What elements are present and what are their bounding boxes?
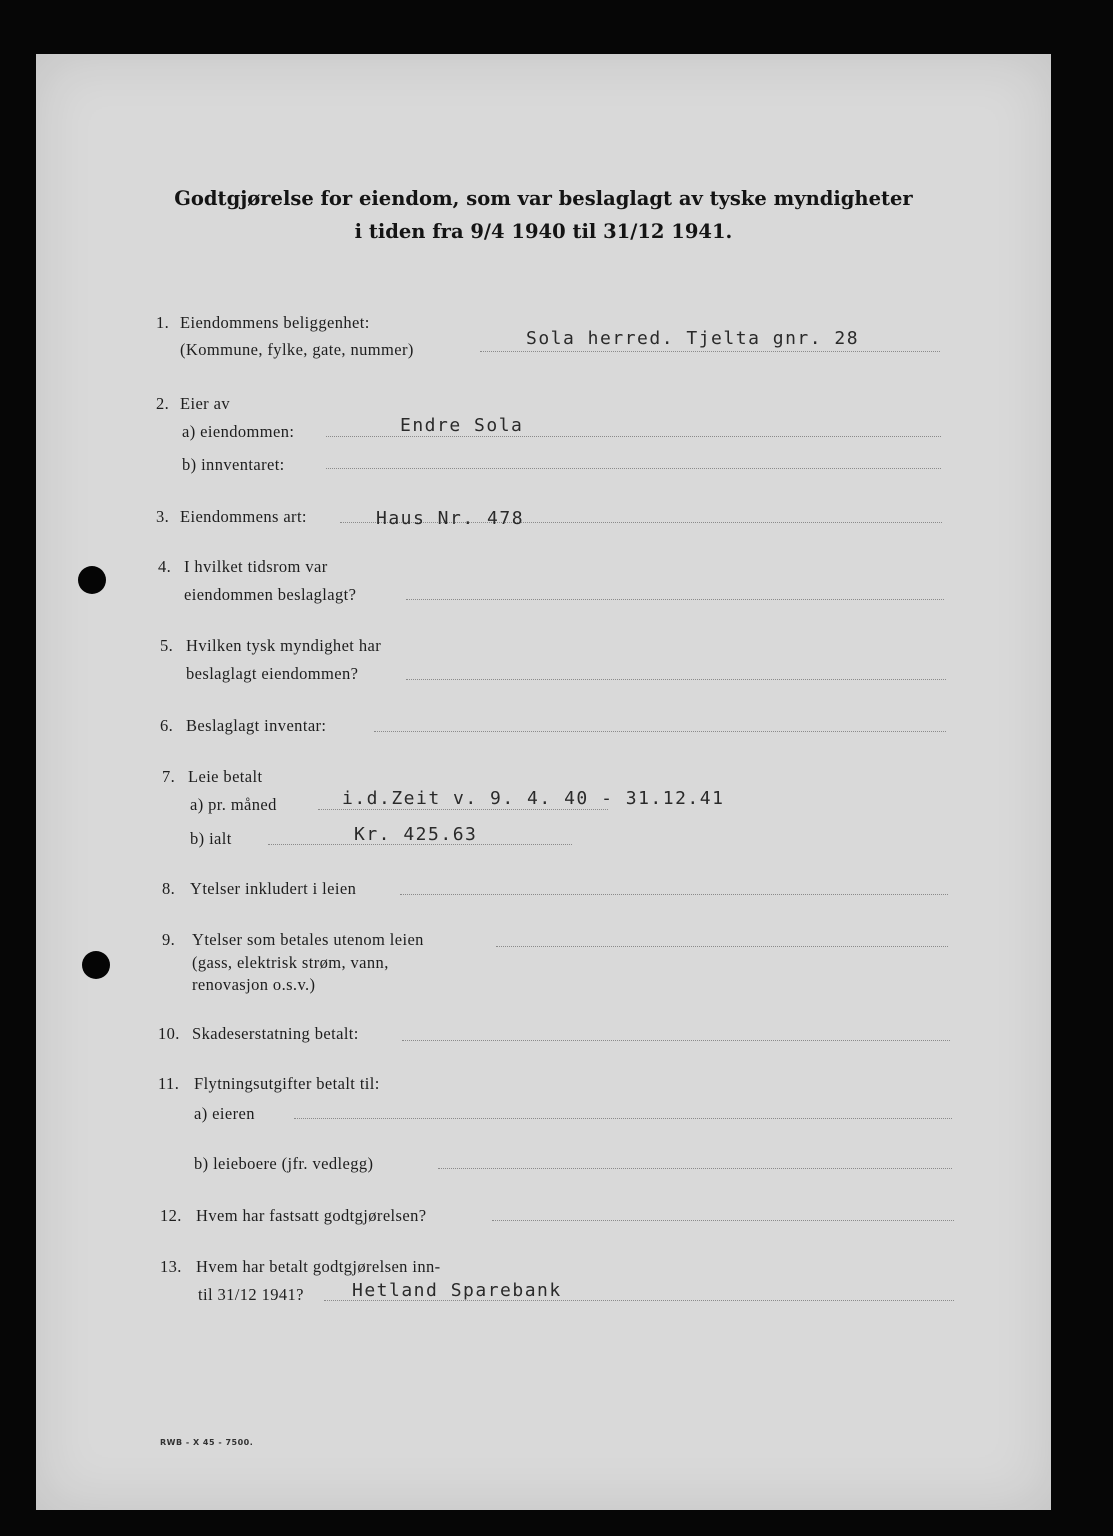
form-title-line1: Godtgjørelse for eiendom, som var beslaglagt av tyske myndigheter: [174, 187, 913, 210]
q2a-answer: Endre Sola: [400, 415, 524, 436]
q7-label: Leie betalt: [188, 767, 263, 786]
q5-label: Hvilken tysk myndighet har: [186, 636, 382, 655]
q13-label-sub: til 31/12 1941?: [198, 1285, 304, 1304]
q1-answer-line: [480, 351, 940, 352]
q2a-label: a) eiendommen:: [182, 422, 295, 441]
q11a-answer-line: [294, 1118, 952, 1119]
punch-hole-top: [78, 566, 106, 594]
q7-number: 7.: [162, 767, 176, 786]
q4-answer-line: [406, 599, 944, 600]
form-title-line2: i tiden fra 9/4 1940 til 31/12 1941.: [354, 220, 733, 243]
q7a-answer-line: [318, 809, 608, 810]
q3-number: 3.: [156, 507, 170, 526]
q4-label: I hvilket tidsrom var: [184, 557, 328, 576]
q1-label: Eiendommens beliggenhet:: [180, 313, 370, 332]
q8-answer-line: [400, 894, 948, 895]
q2-number: 2.: [156, 394, 170, 413]
q1-answer: Sola herred. Tjelta gnr. 28: [526, 328, 860, 349]
q11b-label: b) leieboere (jfr. vedlegg): [194, 1154, 374, 1173]
q13-answer: Hetland Sparebank: [352, 1280, 562, 1301]
q4-number: 4.: [158, 557, 172, 576]
q5-answer-line: [406, 679, 946, 680]
q7b-answer: Kr. 425.63: [354, 824, 478, 845]
q9-answer-line: [496, 946, 948, 947]
q3-label: Eiendommens art:: [180, 507, 307, 526]
q7a-answer: i.d.Zeit v. 9. 4. 40 - 31.12.41: [342, 788, 725, 809]
q6-number: 6.: [160, 716, 174, 735]
q8-label: Ytelser inkludert i leien: [190, 879, 357, 898]
q7b-label: b) ialt: [190, 829, 232, 848]
form-title: [36, 182, 1051, 248]
q6-answer-line: [374, 731, 946, 732]
q1-number: 1.: [156, 313, 170, 332]
q13-number: 13.: [160, 1257, 182, 1276]
q9-label: Ytelser som betales utenom leien: [192, 930, 424, 949]
q12-answer-line: [492, 1220, 954, 1221]
form-sheet: [36, 54, 1051, 1510]
q11b-answer-line: [438, 1168, 952, 1169]
q5-number: 5.: [160, 636, 174, 655]
q9-label-sub2: renovasjon o.s.v.): [192, 975, 316, 994]
q1-label-sub: (Kommune, fylke, gate, nummer): [180, 340, 414, 359]
q3-answer: Haus Nr. 478: [376, 508, 525, 529]
q10-label: Skadeserstatning betalt:: [192, 1024, 359, 1043]
q12-number: 12.: [160, 1206, 182, 1225]
q2b-answer-line: [326, 468, 941, 469]
q9-number: 9.: [162, 930, 176, 949]
q2a-answer-line: [326, 436, 941, 437]
form-footer-code: RWB - X 45 - 7500.: [160, 1438, 254, 1447]
q9-label-sub1: (gass, elektrisk strøm, vann,: [192, 953, 389, 972]
q11-number: 11.: [158, 1074, 180, 1093]
q10-answer-line: [402, 1040, 950, 1041]
q2b-label: b) innventaret:: [182, 455, 285, 474]
q10-number: 10.: [158, 1024, 180, 1043]
q4-label-sub: eiendommen beslaglagt?: [184, 585, 357, 604]
q8-number: 8.: [162, 879, 176, 898]
q12-label: Hvem har fastsatt godtgjørelsen?: [196, 1206, 427, 1225]
q5-label-sub: beslaglagt eiendommen?: [186, 664, 359, 683]
q7a-label: a) pr. måned: [190, 795, 277, 814]
q11-label: Flytningsutgifter betalt til:: [194, 1074, 380, 1093]
q6-label: Beslaglagt inventar:: [186, 716, 327, 735]
q13-label: Hvem har betalt godtgjørelsen inn-: [196, 1257, 441, 1276]
q11a-label: a) eieren: [194, 1104, 255, 1123]
punch-hole-bottom: [82, 951, 110, 979]
q2-label: Eier av: [180, 394, 230, 413]
